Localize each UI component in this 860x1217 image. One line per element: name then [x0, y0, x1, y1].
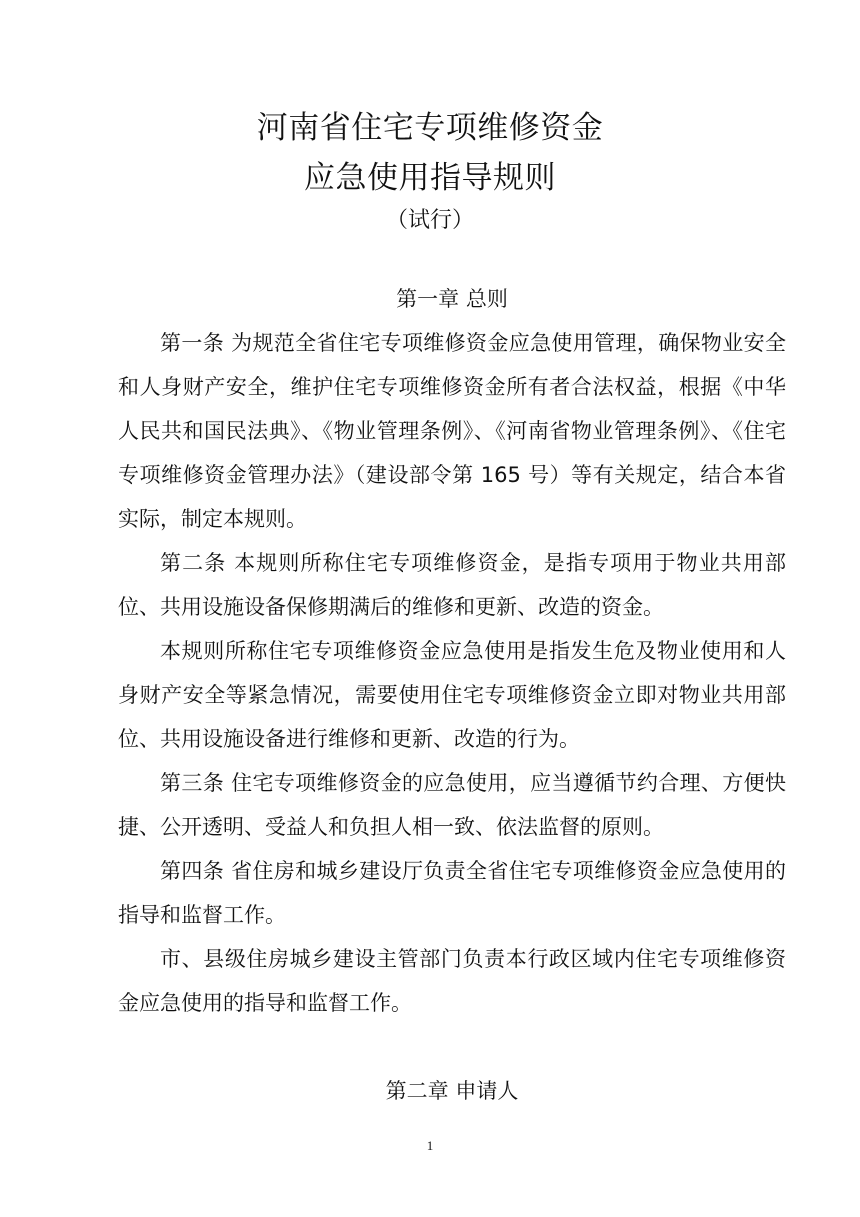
- article-2-paragraph: 第二条 本规则所称住宅专项维修资金，是指专项用于物业共用部位、共用设施设备保修期满后的维修和更新、改造的资金。: [118, 551, 786, 619]
- article-2-continuation-paragraph: 本规则所称住宅专项维修资金应急使用是指发生危及物业使用和人身财产安全等紧急情况，需要使用住宅专项维修资金立即对物业共用部位、共用设施设备进行维修和更新、改造的行为。: [118, 639, 786, 751]
- document-title-line-1: 河南省住宅专项维修资金: [256, 110, 604, 146]
- document-body: [118, 277, 786, 1113]
- chapter-1-heading: 第一章 总则: [396, 287, 508, 311]
- chapter-2-heading: 第二章 申请人: [385, 1079, 519, 1103]
- article-4-continuation-paragraph: 市、县级住房城乡建设主管部门负责本行政区域内住宅专项维修资金应急使用的指导和监督工作。: [118, 947, 786, 1015]
- article-1-paragraph: 第一条 为规范全省住宅专项维修资金应急使用管理，确保物业安全和人身财产安全，维护住宅专项维修资金所有者合法权益，根据《中华人民共和国民法典》、《物业管理条例》、《河南省物业管理条例》、《住宅专项维修资金管理办法》（建设部令第 165 号）等有关规定，结合本省实际，制定本规则。: [118, 331, 786, 531]
- article-4-paragraph: 第四条 省住房和城乡建设厅负责全省住宅专项维修资金应急使用的指导和监督工作。: [118, 859, 786, 927]
- page-number: 1: [426, 1138, 434, 1153]
- article-3-paragraph: 第三条 住宅专项维修资金的应急使用，应当遵循节约合理、方便快捷、公开透明、受益人和负担人相一致、依法监督的原则。: [118, 771, 786, 839]
- document-title-line-2: 应急使用指导规则: [304, 160, 556, 196]
- document-subtitle: （试行）: [385, 208, 474, 233]
- title-block: [0, 103, 860, 237]
